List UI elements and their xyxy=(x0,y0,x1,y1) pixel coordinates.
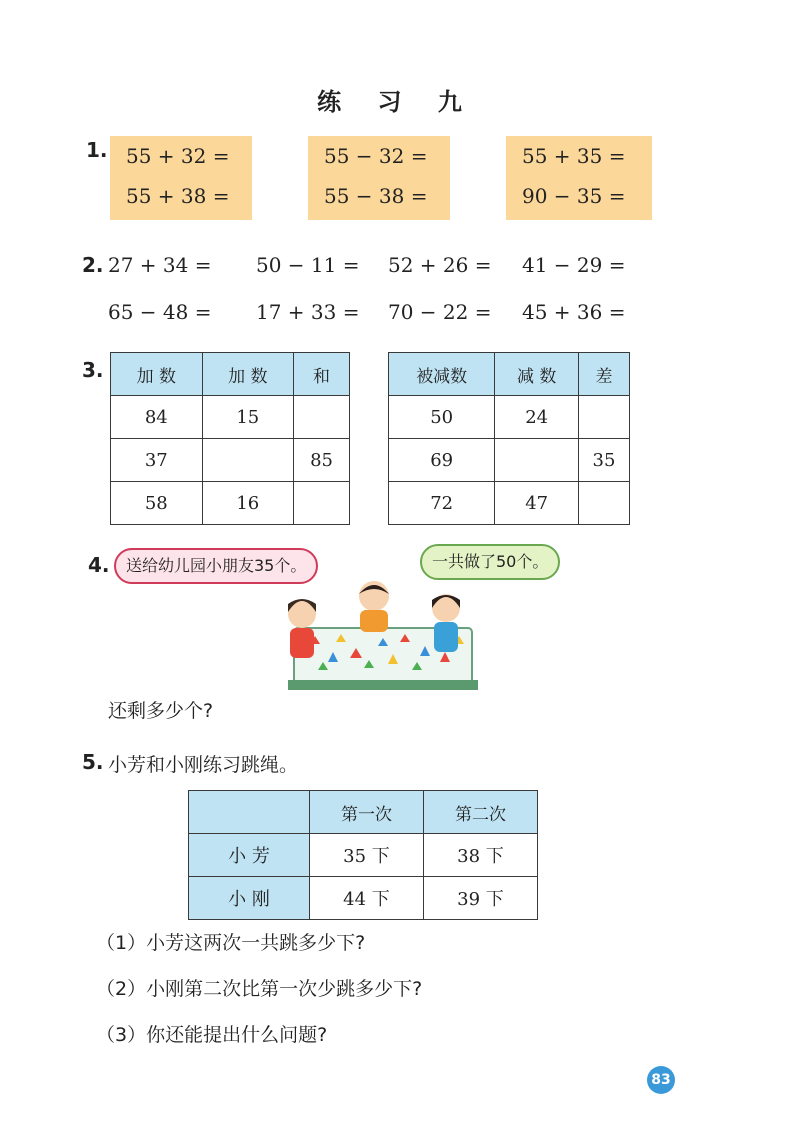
table-row xyxy=(189,877,538,920)
q2-equation: 50 − 11 = xyxy=(256,253,360,277)
table-cell: 37 xyxy=(111,439,203,482)
q1-box-2 xyxy=(308,136,450,220)
table-cell xyxy=(578,482,629,525)
table-cell xyxy=(202,439,294,482)
q2-equation: 41 − 29 = xyxy=(522,253,626,277)
q5-sub-question-3: （3）你还能提出什么问题? xyxy=(96,1024,328,1046)
table-cell: 15 xyxy=(202,396,294,439)
subtraction-table xyxy=(388,352,630,525)
table-cell: 35 xyxy=(578,439,629,482)
header-cell: 加 数 xyxy=(111,353,203,396)
speech-bubble-right: 一共做了50个。 xyxy=(420,544,560,580)
q1-box-1-line-2: 55 + 38 = xyxy=(126,184,230,208)
table-cell: 85 xyxy=(294,439,350,482)
q1-box-1-line-1: 55 + 32 = xyxy=(126,144,230,168)
q2-equation: 17 + 33 = xyxy=(256,300,360,324)
q4-question: 还剩多少个? xyxy=(108,700,214,722)
q2-equation: 27 + 34 = xyxy=(108,253,212,277)
q2-equation: 52 + 26 = xyxy=(388,253,492,277)
table-cell xyxy=(495,439,579,482)
question-5-number: 5. xyxy=(82,750,104,774)
table-cell: 38 下 xyxy=(424,834,538,877)
q5-sub-question-1: （1）小芳这两次一共跳多少下? xyxy=(96,932,366,954)
table-cell xyxy=(294,396,350,439)
table-cell: 24 xyxy=(495,396,579,439)
q5-intro: 小芳和小刚练习跳绳。 xyxy=(108,754,299,776)
table-row xyxy=(111,482,350,525)
table-cell: 84 xyxy=(111,396,203,439)
question-2-number: 2. xyxy=(82,253,104,277)
q2-equation: 45 + 36 = xyxy=(522,300,626,324)
table-cell: 39 下 xyxy=(424,877,538,920)
header-cell: 差 xyxy=(578,353,629,396)
table-cell: 47 xyxy=(495,482,579,525)
q1-box-2-line-1: 55 − 32 = xyxy=(324,144,428,168)
q5-sub-question-2: （2）小刚第二次比第一次少跳多少下? xyxy=(96,978,423,1000)
table-cell xyxy=(294,482,350,525)
header-cell: 减 数 xyxy=(495,353,579,396)
header-cell: 和 xyxy=(294,353,350,396)
jump-rope-table xyxy=(188,790,538,920)
table-row xyxy=(389,439,630,482)
table-cell: 69 xyxy=(389,439,495,482)
header-cell: 被减数 xyxy=(389,353,495,396)
header-cell: 第二次 xyxy=(424,791,538,834)
table-cell: 16 xyxy=(202,482,294,525)
q1-box-3-line-1: 55 + 35 = xyxy=(522,144,626,168)
table-cell: 58 xyxy=(111,482,203,525)
table-cell: 35 下 xyxy=(310,834,424,877)
header-cell xyxy=(189,791,310,834)
q1-box-1 xyxy=(110,136,252,220)
question-3-number: 3. xyxy=(82,358,104,382)
table-cell: 50 xyxy=(389,396,495,439)
speech-bubble-left: 送给幼儿园小朋友35个。 xyxy=(114,548,318,584)
table-row xyxy=(111,439,350,482)
q1-box-3-line-2: 90 − 35 = xyxy=(522,184,626,208)
table-row xyxy=(111,396,350,439)
table-row xyxy=(189,834,538,877)
table-cell xyxy=(578,396,629,439)
page-number-badge: 83 xyxy=(647,1066,675,1094)
children-making-triangles-illustration xyxy=(270,572,490,700)
page-title: 练 习 九 xyxy=(317,88,476,116)
q2-equation: 70 − 22 = xyxy=(388,300,492,324)
row-header-cell: 小 刚 xyxy=(189,877,310,920)
q1-box-3 xyxy=(506,136,652,220)
table-row xyxy=(389,396,630,439)
q2-equation: 65 − 48 = xyxy=(108,300,212,324)
addition-table xyxy=(110,352,350,525)
table-cell: 72 xyxy=(389,482,495,525)
table-cell: 44 下 xyxy=(310,877,424,920)
row-header-cell: 小 芳 xyxy=(189,834,310,877)
q1-box-2-line-2: 55 − 38 = xyxy=(324,184,428,208)
header-cell: 第一次 xyxy=(310,791,424,834)
question-4-number: 4. xyxy=(88,553,110,577)
question-1-number: 1. xyxy=(86,138,108,162)
table-row xyxy=(389,482,630,525)
header-cell: 加 数 xyxy=(202,353,294,396)
